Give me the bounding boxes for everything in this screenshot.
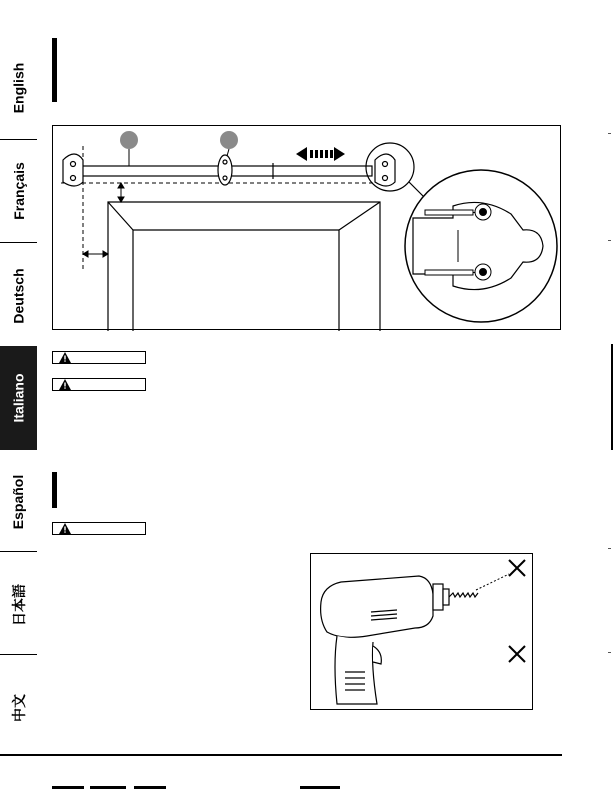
horizontal-gap-arrow: [83, 251, 108, 257]
warning-label: [52, 522, 146, 535]
tab-japanese[interactable]: 日本語: [10, 584, 27, 626]
edge-tick: [608, 548, 611, 549]
tab-divider: [0, 551, 37, 552]
tab-english[interactable]: English: [10, 62, 27, 114]
section-header-bar: [52, 38, 57, 102]
cross-mark-icon: [509, 560, 525, 576]
tab-divider: [0, 242, 37, 243]
tab-francais[interactable]: Français: [10, 162, 27, 220]
part-marker-circle: [120, 131, 138, 149]
section-header-bar: [52, 472, 57, 508]
left-bracket: [63, 154, 83, 186]
warning-triangle-icon: [59, 379, 71, 390]
bracket-detail-view: [405, 170, 557, 322]
warning-triangle-icon: [59, 352, 71, 363]
tab-divider: [0, 654, 37, 655]
right-bracket: [375, 154, 395, 186]
part-marker-circle: [220, 131, 238, 149]
language-tabs: [0, 0, 40, 760]
warning-label: [52, 378, 146, 391]
cross-mark-icon: [509, 646, 525, 662]
warning-label: [52, 351, 146, 364]
tab-chinese[interactable]: 中文: [10, 694, 27, 722]
rod-installation-figure: [52, 125, 561, 330]
footer-fragment: [300, 786, 340, 789]
footer-fragment: [52, 786, 84, 789]
drill-figure: [310, 553, 533, 710]
bottom-rule: [0, 754, 562, 756]
middle-bracket: [218, 155, 232, 185]
edge-tick: [608, 133, 611, 134]
tab-deutsch[interactable]: Deutsch: [10, 268, 27, 324]
footer-fragment: [134, 786, 166, 789]
tab-italiano[interactable]: Italiano: [0, 346, 37, 450]
footer-fragment: [90, 786, 126, 789]
screw-bit: [449, 593, 478, 597]
drill-icon: [321, 576, 449, 704]
warning-triangle-icon: [59, 523, 71, 534]
edge-tick: [608, 652, 611, 653]
tab-espanol[interactable]: Español: [10, 474, 27, 530]
edge-tick: [608, 240, 611, 241]
window-frame: [108, 202, 380, 331]
vertical-gap-arrow: [118, 183, 124, 202]
double-arrow-icon: [296, 147, 345, 161]
